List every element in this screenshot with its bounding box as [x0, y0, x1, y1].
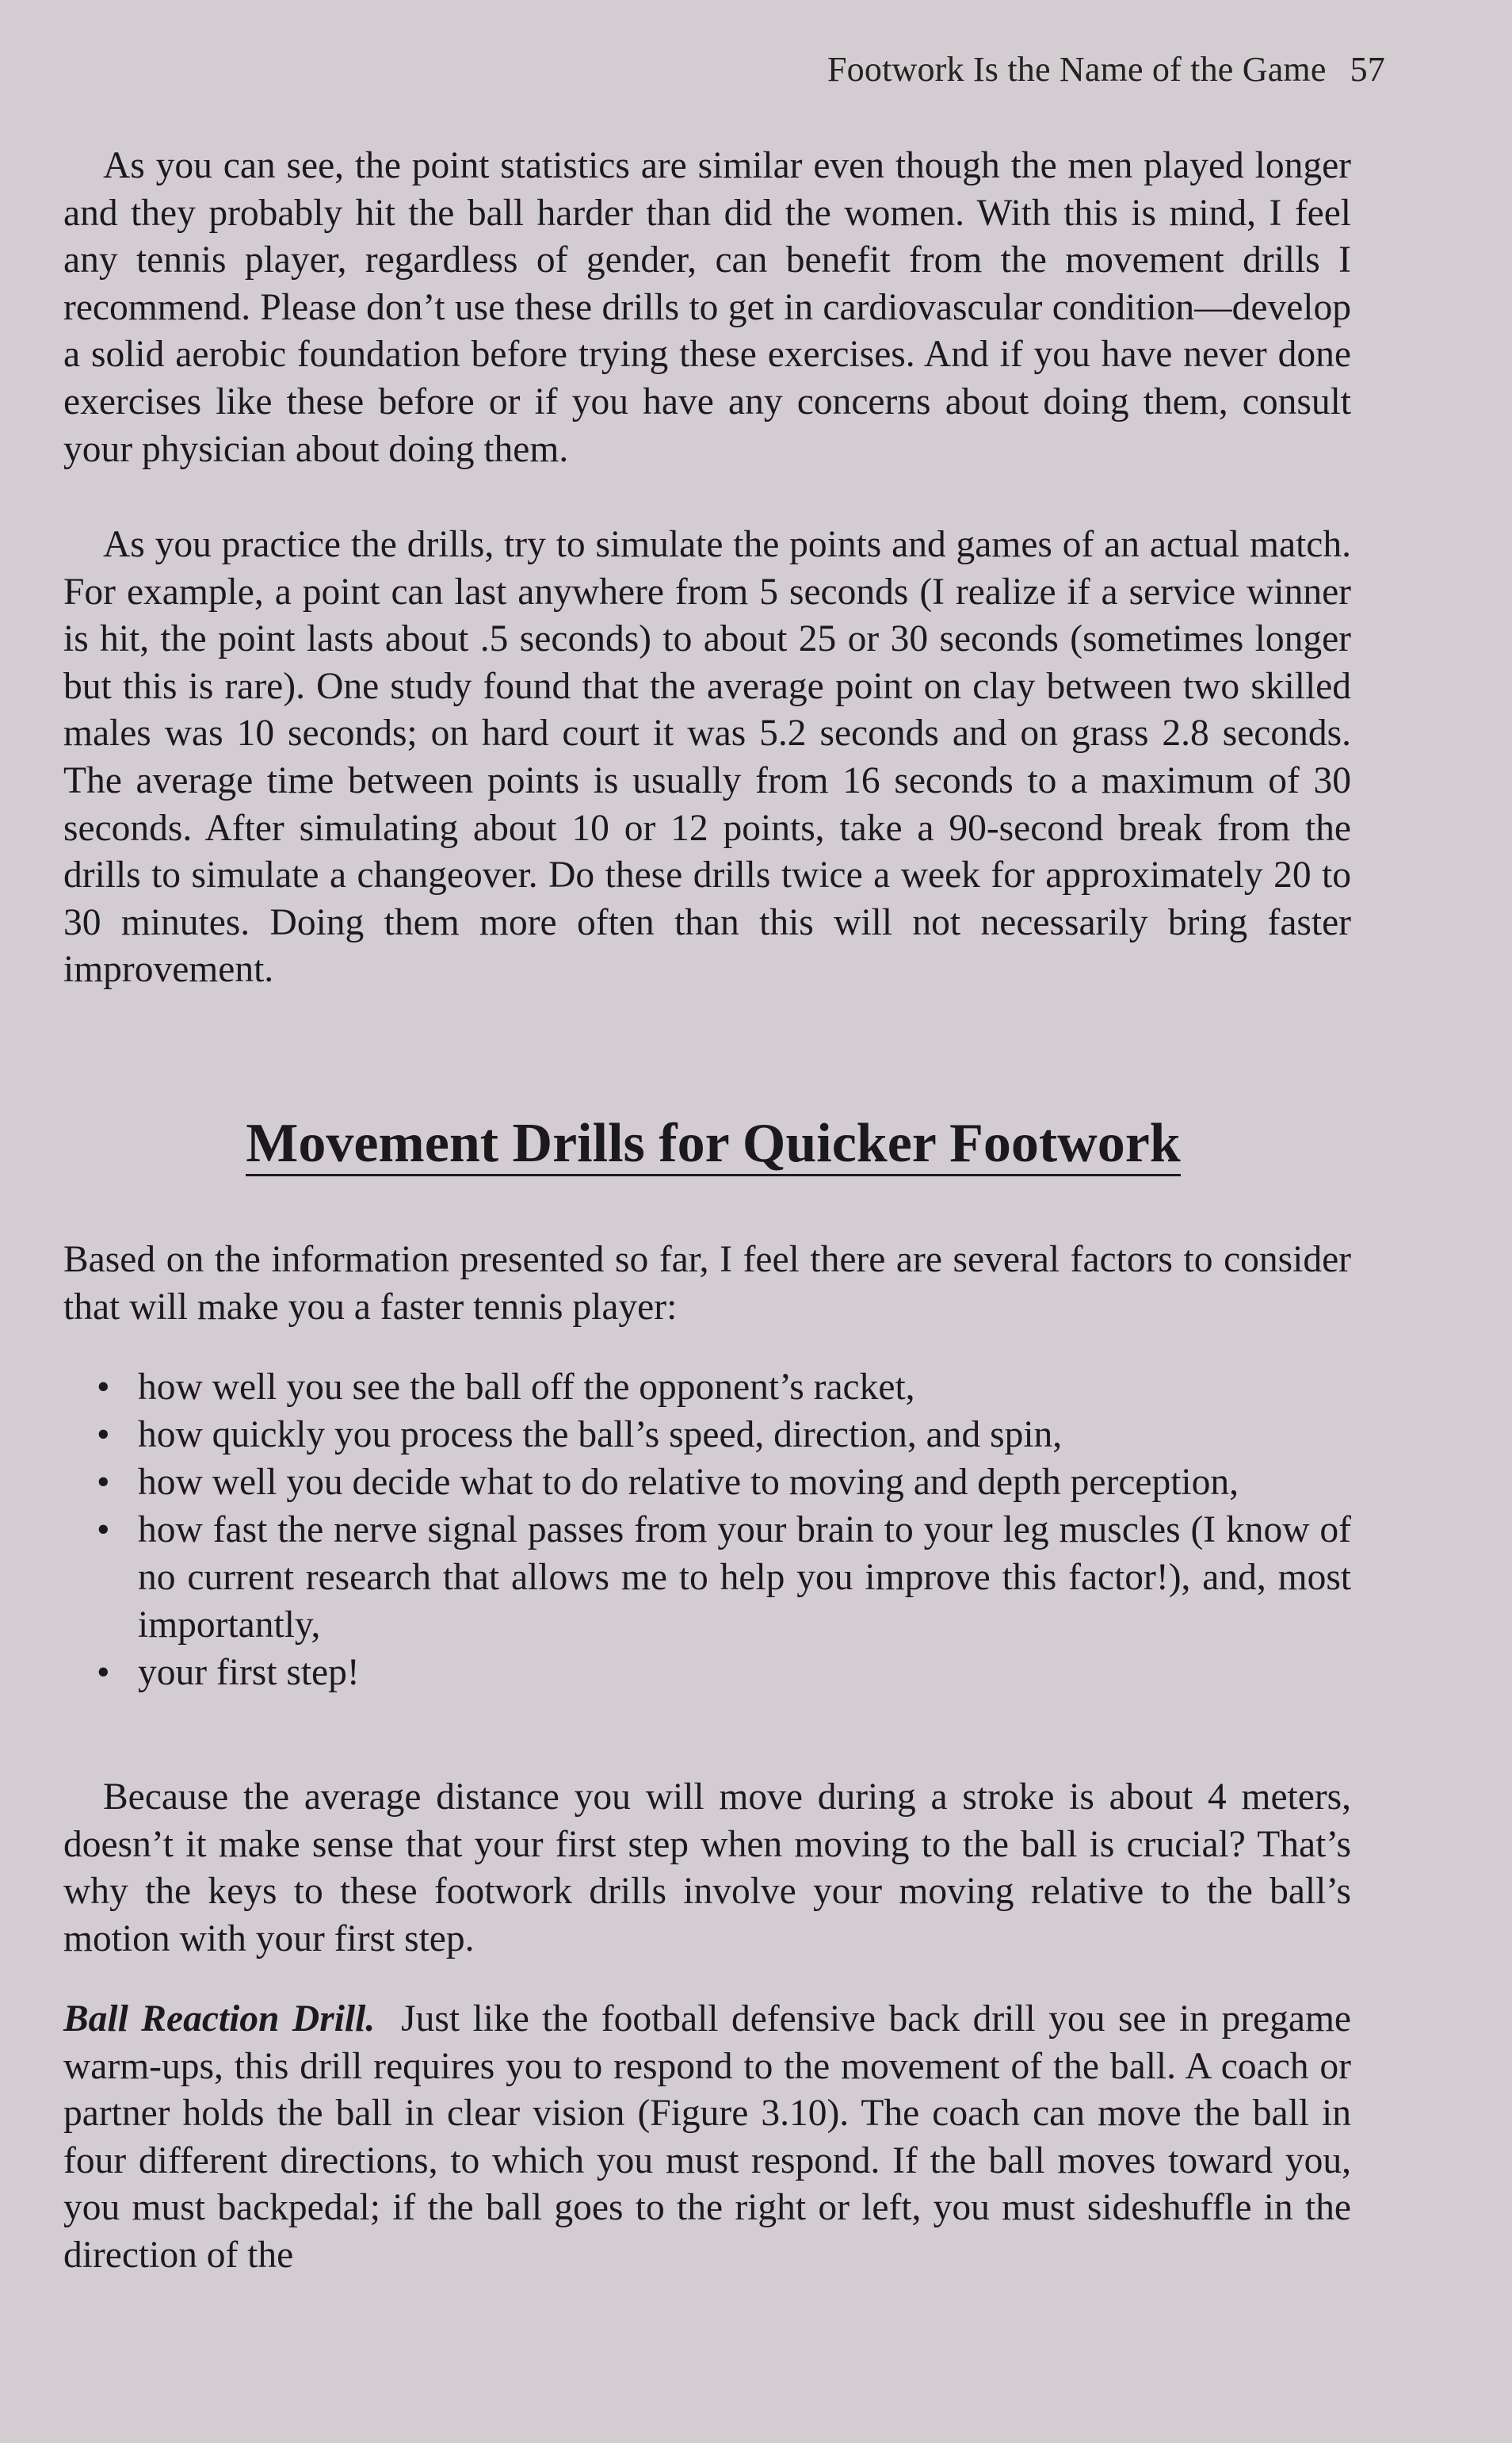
list-item — [94, 1506, 1351, 1649]
drill-description: Just like the football defensive back drill you see in pregame warm-ups, this drill requires you to respond to the movement of the ball. A coach or partner holds the ball in clear vision (Figure 3.10). The coach can move the ball in four different directions, to which you must respond. If the ball moves toward you, you must backpedal; if the ball goes to the right or left, you must sideshuffle in the direction of the — [63, 1998, 1351, 2276]
bullet-icon: • — [97, 1509, 110, 1550]
list-item-text: how well you decide what to do relative to moving and depth perception, — [138, 1462, 1239, 1503]
paragraph-first-step: Because the average distance you will move during a stroke is about 4 meters, doesn’t it make sense that your first step when moving to the ball is crucial? That’s why the keys to these footwork drills involve your moving relative to the ball’s motion with your first step. — [63, 1776, 1351, 1959]
list-item — [94, 1411, 1351, 1459]
bullet-icon: • — [97, 1367, 110, 1408]
paragraph-ball-reaction-drill — [63, 1996, 1351, 2280]
section-heading — [0, 1108, 1426, 1179]
list-item-text: how well you see the ball off the opponent’s racket, — [138, 1367, 915, 1408]
bullet-icon: • — [97, 1462, 110, 1503]
bullet-icon: • — [97, 1652, 110, 1693]
list-item — [94, 1649, 1351, 1696]
paragraph-factors-intro: Based on the information presented so far, I feel there are several factors to consider that will make you a faster tennis player: — [63, 1239, 1351, 1328]
drill-title: Ball Reaction Drill. — [63, 1998, 376, 2040]
paragraph-point-statistics: As you can see, the point statistics are similar even though the men played longer and they probably hit the ball harder than did the women. With this is mind, I feel any tennis player, regardless of gender, can benefit from the movement drills I recommend. Please don’t use these drills to get in cardiovascular condition—develop a solid aerobic foundation before trying these exercises. And if you have never done exercises like these before or if you have any concerns about doing them, consult your physician about doing them. — [63, 145, 1351, 470]
list-item-text: how quickly you process the ball’s speed, direction, and spin, — [138, 1414, 1063, 1455]
running-head-title: Footwork Is the Name of the Game — [827, 50, 1327, 89]
list-item — [94, 1363, 1351, 1411]
list-item-text: how fast the nerve signal passes from your brain to your leg muscles (I know of no current research that allows me to help you improve this factor!), and, most importantly, — [138, 1509, 1351, 1646]
bullet-icon: • — [97, 1414, 110, 1455]
factors-list — [94, 1363, 1351, 1696]
section-heading-text: Movement Drills for Quicker Footwork — [246, 1113, 1180, 1176]
list-item — [94, 1459, 1351, 1506]
list-item-text: your first step! — [138, 1652, 360, 1693]
paragraph-simulate-match: As you practice the drills, try to simulate the points and games of an actual match. For example, a point can last anywhere from 5 seconds (I realize if a service winner is hit, the point lasts about .5 seconds) to about 25 or 30 seconds (sometimes longer but this is rare). One study found that the average point on clay between two skilled males was 10 seconds; on hard court it was 5.2 seconds and on grass 2.8 seconds. The average time between points is usually from 16 seconds to a maximum of 30 seconds. After simulating about 10 or 12 points, take a 90-second break from the drills to simulate a changeover. Do these drills twice a week for approximately 20 to 30 minutes. Doing them more often than this will not necessarily bring faster improvement. — [63, 524, 1351, 991]
running-head — [827, 49, 1385, 90]
page-number: 57 — [1350, 50, 1385, 89]
